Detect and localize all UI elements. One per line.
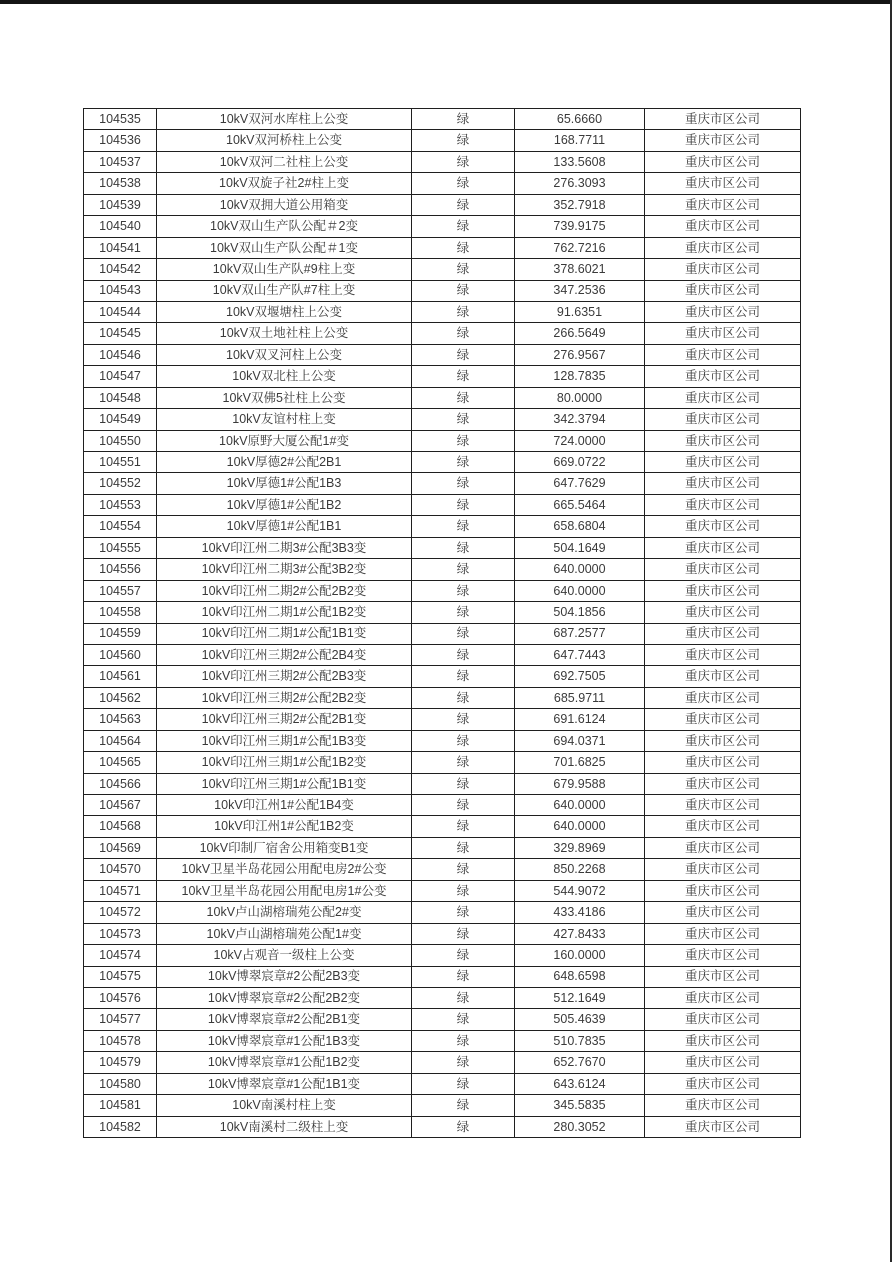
cell-status: 绿 bbox=[412, 902, 515, 923]
table-row bbox=[84, 387, 801, 408]
cell-company: 重庆市区公司 bbox=[645, 237, 801, 258]
cell-status: 绿 bbox=[412, 816, 515, 837]
cell-id: 104568 bbox=[84, 816, 157, 837]
cell-company: 重庆市区公司 bbox=[645, 709, 801, 730]
cell-company: 重庆市区公司 bbox=[645, 173, 801, 194]
cell-name: 10kV博翠宸章#2公配2B2变 bbox=[157, 987, 412, 1008]
top-edge-bar bbox=[0, 0, 892, 4]
cell-name: 10kV卢山湖榕瑞苑公配2#变 bbox=[157, 902, 412, 923]
cell-company: 重庆市区公司 bbox=[645, 494, 801, 515]
cell-id: 104580 bbox=[84, 1073, 157, 1094]
table-row bbox=[84, 1009, 801, 1030]
table-row bbox=[84, 1116, 801, 1137]
table-row bbox=[84, 923, 801, 944]
cell-value: 665.5464 bbox=[515, 494, 645, 515]
cell-name: 10kV双北柱上公变 bbox=[157, 366, 412, 387]
cell-name: 10kV双旋子社2#柱上变 bbox=[157, 173, 412, 194]
cell-name: 10kV博翠宸章#1公配1B1变 bbox=[157, 1073, 412, 1094]
cell-status: 绿 bbox=[412, 259, 515, 280]
cell-company: 重庆市区公司 bbox=[645, 387, 801, 408]
cell-name: 10kV南溪村二级柱上变 bbox=[157, 1116, 412, 1137]
cell-value: 762.7216 bbox=[515, 237, 645, 258]
cell-company: 重庆市区公司 bbox=[645, 1009, 801, 1030]
cell-name: 10kV卫星半岛花园公用配电房2#公变 bbox=[157, 859, 412, 880]
table-row bbox=[84, 623, 801, 644]
cell-value: 512.1649 bbox=[515, 987, 645, 1008]
cell-value: 647.7629 bbox=[515, 473, 645, 494]
table-row bbox=[84, 259, 801, 280]
cell-id: 104540 bbox=[84, 216, 157, 237]
cell-name: 10kV双山生产队公配＃1变 bbox=[157, 237, 412, 258]
cell-id: 104550 bbox=[84, 430, 157, 451]
cell-value: 168.7711 bbox=[515, 130, 645, 151]
cell-name: 10kV南溪村柱上变 bbox=[157, 1095, 412, 1116]
cell-id: 104553 bbox=[84, 494, 157, 515]
cell-status: 绿 bbox=[412, 151, 515, 172]
cell-company: 重庆市区公司 bbox=[645, 1116, 801, 1137]
cell-status: 绿 bbox=[412, 1095, 515, 1116]
cell-company: 重庆市区公司 bbox=[645, 430, 801, 451]
cell-status: 绿 bbox=[412, 1052, 515, 1073]
table-row bbox=[84, 1095, 801, 1116]
cell-name: 10kV双堰塘柱上公变 bbox=[157, 301, 412, 322]
cell-status: 绿 bbox=[412, 559, 515, 580]
cell-id: 104572 bbox=[84, 902, 157, 923]
cell-name: 10kV印江州二期1#公配1B1变 bbox=[157, 623, 412, 644]
transformer-table-container bbox=[83, 108, 800, 1138]
cell-status: 绿 bbox=[412, 644, 515, 665]
cell-value: 701.6825 bbox=[515, 752, 645, 773]
table-row bbox=[84, 687, 801, 708]
cell-status: 绿 bbox=[412, 859, 515, 880]
cell-value: 691.6124 bbox=[515, 709, 645, 730]
cell-id: 104543 bbox=[84, 280, 157, 301]
cell-company: 重庆市区公司 bbox=[645, 752, 801, 773]
cell-name: 10kV博翠宸章#2公配2B3变 bbox=[157, 966, 412, 987]
table-row bbox=[84, 880, 801, 901]
table-row bbox=[84, 580, 801, 601]
cell-value: 647.7443 bbox=[515, 644, 645, 665]
cell-status: 绿 bbox=[412, 1009, 515, 1030]
cell-name: 10kV双山生产队公配＃2变 bbox=[157, 216, 412, 237]
cell-status: 绿 bbox=[412, 580, 515, 601]
table-row bbox=[84, 966, 801, 987]
cell-status: 绿 bbox=[412, 730, 515, 751]
cell-name: 10kV印江州三期1#公配1B1变 bbox=[157, 773, 412, 794]
cell-value: 160.0000 bbox=[515, 945, 645, 966]
cell-id: 104566 bbox=[84, 773, 157, 794]
cell-name: 10kV印江州二期3#公配3B3变 bbox=[157, 537, 412, 558]
cell-value: 329.8969 bbox=[515, 837, 645, 858]
cell-id: 104542 bbox=[84, 259, 157, 280]
cell-id: 104538 bbox=[84, 173, 157, 194]
cell-status: 绿 bbox=[412, 516, 515, 537]
cell-id: 104546 bbox=[84, 344, 157, 365]
cell-id: 104570 bbox=[84, 859, 157, 880]
cell-value: 345.5835 bbox=[515, 1095, 645, 1116]
cell-id: 104581 bbox=[84, 1095, 157, 1116]
cell-name: 10kV印江州二期3#公配3B2变 bbox=[157, 559, 412, 580]
cell-value: 433.4186 bbox=[515, 902, 645, 923]
table-row bbox=[84, 902, 801, 923]
cell-status: 绿 bbox=[412, 237, 515, 258]
cell-name: 10kV印制厂宿舍公用箱变B1变 bbox=[157, 837, 412, 858]
cell-company: 重庆市区公司 bbox=[645, 323, 801, 344]
cell-status: 绿 bbox=[412, 623, 515, 644]
cell-name: 10kV双河桥柱上公变 bbox=[157, 130, 412, 151]
cell-name: 10kV印江州三期1#公配1B3变 bbox=[157, 730, 412, 751]
cell-id: 104541 bbox=[84, 237, 157, 258]
cell-value: 640.0000 bbox=[515, 816, 645, 837]
cell-value: 342.3794 bbox=[515, 409, 645, 430]
cell-value: 724.0000 bbox=[515, 430, 645, 451]
cell-company: 重庆市区公司 bbox=[645, 687, 801, 708]
cell-company: 重庆市区公司 bbox=[645, 109, 801, 130]
cell-value: 80.0000 bbox=[515, 387, 645, 408]
cell-name: 10kV卫星半岛花园公用配电房1#公变 bbox=[157, 880, 412, 901]
table-row bbox=[84, 602, 801, 623]
cell-id: 104551 bbox=[84, 452, 157, 473]
cell-name: 10kV双叉河柱上公变 bbox=[157, 344, 412, 365]
cell-status: 绿 bbox=[412, 323, 515, 344]
cell-name: 10kV印江州三期2#公配2B2变 bbox=[157, 687, 412, 708]
cell-value: 687.2577 bbox=[515, 623, 645, 644]
cell-name: 10kV双土地社柱上公变 bbox=[157, 323, 412, 344]
cell-value: 427.8433 bbox=[515, 923, 645, 944]
cell-company: 重庆市区公司 bbox=[645, 516, 801, 537]
cell-company: 重庆市区公司 bbox=[645, 1095, 801, 1116]
cell-id: 104579 bbox=[84, 1052, 157, 1073]
cell-company: 重庆市区公司 bbox=[645, 194, 801, 215]
cell-company: 重庆市区公司 bbox=[645, 130, 801, 151]
cell-name: 10kV博翠宸章#1公配1B3变 bbox=[157, 1030, 412, 1051]
cell-value: 347.2536 bbox=[515, 280, 645, 301]
transformer-data-table bbox=[83, 108, 801, 1138]
cell-id: 104574 bbox=[84, 945, 157, 966]
cell-id: 104577 bbox=[84, 1009, 157, 1030]
table-row bbox=[84, 559, 801, 580]
cell-status: 绿 bbox=[412, 109, 515, 130]
cell-id: 104555 bbox=[84, 537, 157, 558]
cell-value: 648.6598 bbox=[515, 966, 645, 987]
cell-status: 绿 bbox=[412, 344, 515, 365]
cell-name: 10kV双山生产队#7柱上变 bbox=[157, 280, 412, 301]
cell-id: 104560 bbox=[84, 644, 157, 665]
cell-name: 10kV卢山湖榕瑞苑公配1#变 bbox=[157, 923, 412, 944]
table-row bbox=[84, 323, 801, 344]
table-row bbox=[84, 237, 801, 258]
cell-status: 绿 bbox=[412, 452, 515, 473]
cell-company: 重庆市区公司 bbox=[645, 366, 801, 387]
cell-company: 重庆市区公司 bbox=[645, 795, 801, 816]
cell-status: 绿 bbox=[412, 1116, 515, 1137]
cell-status: 绿 bbox=[412, 366, 515, 387]
cell-id: 104556 bbox=[84, 559, 157, 580]
cell-id: 104545 bbox=[84, 323, 157, 344]
cell-status: 绿 bbox=[412, 387, 515, 408]
cell-value: 640.0000 bbox=[515, 580, 645, 601]
cell-status: 绿 bbox=[412, 602, 515, 623]
cell-company: 重庆市区公司 bbox=[645, 880, 801, 901]
cell-id: 104561 bbox=[84, 666, 157, 687]
table-row bbox=[84, 280, 801, 301]
cell-status: 绿 bbox=[412, 880, 515, 901]
cell-name: 10kV印江州1#公配1B4变 bbox=[157, 795, 412, 816]
cell-id: 104576 bbox=[84, 987, 157, 1008]
cell-company: 重庆市区公司 bbox=[645, 473, 801, 494]
cell-name: 10kV双佛5社柱上公变 bbox=[157, 387, 412, 408]
cell-value: 504.1649 bbox=[515, 537, 645, 558]
cell-id: 104552 bbox=[84, 473, 157, 494]
cell-name: 10kV双河二社柱上公变 bbox=[157, 151, 412, 172]
table-row bbox=[84, 452, 801, 473]
table-row bbox=[84, 1052, 801, 1073]
table-row bbox=[84, 537, 801, 558]
table-row bbox=[84, 752, 801, 773]
cell-name: 10kV印江州三期2#公配2B3变 bbox=[157, 666, 412, 687]
cell-company: 重庆市区公司 bbox=[645, 859, 801, 880]
cell-status: 绿 bbox=[412, 987, 515, 1008]
cell-company: 重庆市区公司 bbox=[645, 816, 801, 837]
cell-id: 104569 bbox=[84, 837, 157, 858]
cell-id: 104547 bbox=[84, 366, 157, 387]
cell-value: 694.0371 bbox=[515, 730, 645, 751]
cell-company: 重庆市区公司 bbox=[645, 1030, 801, 1051]
cell-status: 绿 bbox=[412, 752, 515, 773]
cell-value: 352.7918 bbox=[515, 194, 645, 215]
cell-value: 692.7505 bbox=[515, 666, 645, 687]
cell-company: 重庆市区公司 bbox=[645, 216, 801, 237]
table-row bbox=[84, 430, 801, 451]
cell-id: 104559 bbox=[84, 623, 157, 644]
cell-status: 绿 bbox=[412, 280, 515, 301]
cell-name: 10kV双河水库柱上公变 bbox=[157, 109, 412, 130]
cell-value: 280.3052 bbox=[515, 1116, 645, 1137]
table-row bbox=[84, 494, 801, 515]
table-body bbox=[84, 109, 801, 1138]
table-row bbox=[84, 795, 801, 816]
cell-value: 133.5608 bbox=[515, 151, 645, 172]
cell-id: 104573 bbox=[84, 923, 157, 944]
table-row bbox=[84, 473, 801, 494]
cell-company: 重庆市区公司 bbox=[645, 580, 801, 601]
cell-value: 658.6804 bbox=[515, 516, 645, 537]
table-row bbox=[84, 301, 801, 322]
table-row bbox=[84, 516, 801, 537]
cell-name: 10kV印江州三期1#公配1B2变 bbox=[157, 752, 412, 773]
cell-value: 510.7835 bbox=[515, 1030, 645, 1051]
cell-id: 104567 bbox=[84, 795, 157, 816]
cell-value: 505.4639 bbox=[515, 1009, 645, 1030]
cell-name: 10kV印江州1#公配1B2变 bbox=[157, 816, 412, 837]
cell-company: 重庆市区公司 bbox=[645, 923, 801, 944]
cell-name: 10kV厚德1#公配1B1 bbox=[157, 516, 412, 537]
table-row bbox=[84, 709, 801, 730]
cell-value: 643.6124 bbox=[515, 1073, 645, 1094]
cell-status: 绿 bbox=[412, 666, 515, 687]
cell-value: 266.5649 bbox=[515, 323, 645, 344]
cell-value: 128.7835 bbox=[515, 366, 645, 387]
cell-company: 重庆市区公司 bbox=[645, 151, 801, 172]
cell-status: 绿 bbox=[412, 709, 515, 730]
table-row bbox=[84, 173, 801, 194]
cell-name: 10kV友谊村柱上变 bbox=[157, 409, 412, 430]
cell-company: 重庆市区公司 bbox=[645, 945, 801, 966]
cell-company: 重庆市区公司 bbox=[645, 666, 801, 687]
cell-name: 10kV印江州三期2#公配2B1变 bbox=[157, 709, 412, 730]
cell-company: 重庆市区公司 bbox=[645, 902, 801, 923]
cell-company: 重庆市区公司 bbox=[645, 344, 801, 365]
cell-value: 850.2268 bbox=[515, 859, 645, 880]
table-row bbox=[84, 109, 801, 130]
cell-id: 104558 bbox=[84, 602, 157, 623]
cell-company: 重庆市区公司 bbox=[645, 602, 801, 623]
cell-value: 91.6351 bbox=[515, 301, 645, 322]
cell-status: 绿 bbox=[412, 923, 515, 944]
table-row bbox=[84, 773, 801, 794]
cell-company: 重庆市区公司 bbox=[645, 644, 801, 665]
cell-company: 重庆市区公司 bbox=[645, 966, 801, 987]
cell-id: 104539 bbox=[84, 194, 157, 215]
cell-value: 640.0000 bbox=[515, 795, 645, 816]
cell-name: 10kV厚德2#公配2B1 bbox=[157, 452, 412, 473]
cell-name: 10kV厚德1#公配1B3 bbox=[157, 473, 412, 494]
cell-status: 绿 bbox=[412, 773, 515, 794]
table-row bbox=[84, 216, 801, 237]
cell-id: 104544 bbox=[84, 301, 157, 322]
cell-status: 绿 bbox=[412, 473, 515, 494]
cell-company: 重庆市区公司 bbox=[645, 987, 801, 1008]
cell-id: 104575 bbox=[84, 966, 157, 987]
table-row bbox=[84, 816, 801, 837]
cell-value: 544.9072 bbox=[515, 880, 645, 901]
cell-value: 378.6021 bbox=[515, 259, 645, 280]
cell-status: 绿 bbox=[412, 1073, 515, 1094]
cell-id: 104564 bbox=[84, 730, 157, 751]
cell-status: 绿 bbox=[412, 1030, 515, 1051]
table-row bbox=[84, 194, 801, 215]
cell-company: 重庆市区公司 bbox=[645, 537, 801, 558]
cell-id: 104548 bbox=[84, 387, 157, 408]
cell-status: 绿 bbox=[412, 301, 515, 322]
cell-company: 重庆市区公司 bbox=[645, 1052, 801, 1073]
cell-id: 104562 bbox=[84, 687, 157, 708]
cell-value: 679.9588 bbox=[515, 773, 645, 794]
cell-name: 10kV原野大厦公配1#变 bbox=[157, 430, 412, 451]
cell-company: 重庆市区公司 bbox=[645, 452, 801, 473]
cell-status: 绿 bbox=[412, 194, 515, 215]
cell-status: 绿 bbox=[412, 130, 515, 151]
cell-status: 绿 bbox=[412, 966, 515, 987]
cell-company: 重庆市区公司 bbox=[645, 730, 801, 751]
table-row bbox=[84, 666, 801, 687]
table-row bbox=[84, 1030, 801, 1051]
cell-name: 10kV印江州三期2#公配2B4变 bbox=[157, 644, 412, 665]
cell-status: 绿 bbox=[412, 409, 515, 430]
cell-id: 104565 bbox=[84, 752, 157, 773]
table-row bbox=[84, 344, 801, 365]
cell-company: 重庆市区公司 bbox=[645, 623, 801, 644]
cell-value: 652.7670 bbox=[515, 1052, 645, 1073]
cell-id: 104535 bbox=[84, 109, 157, 130]
cell-status: 绿 bbox=[412, 173, 515, 194]
cell-status: 绿 bbox=[412, 430, 515, 451]
table-row bbox=[84, 730, 801, 751]
cell-name: 10kV双拥大道公用箱变 bbox=[157, 194, 412, 215]
cell-name: 10kV博翠宸章#1公配1B2变 bbox=[157, 1052, 412, 1073]
cell-company: 重庆市区公司 bbox=[645, 259, 801, 280]
table-row bbox=[84, 130, 801, 151]
cell-value: 640.0000 bbox=[515, 559, 645, 580]
cell-company: 重庆市区公司 bbox=[645, 559, 801, 580]
cell-company: 重庆市区公司 bbox=[645, 280, 801, 301]
cell-status: 绿 bbox=[412, 537, 515, 558]
cell-company: 重庆市区公司 bbox=[645, 409, 801, 430]
cell-value: 65.6660 bbox=[515, 109, 645, 130]
cell-status: 绿 bbox=[412, 687, 515, 708]
cell-id: 104571 bbox=[84, 880, 157, 901]
cell-company: 重庆市区公司 bbox=[645, 301, 801, 322]
table-row bbox=[84, 859, 801, 880]
cell-id: 104557 bbox=[84, 580, 157, 601]
cell-name: 10kV印江州二期2#公配2B2变 bbox=[157, 580, 412, 601]
cell-company: 重庆市区公司 bbox=[645, 837, 801, 858]
cell-name: 10kV印江州二期1#公配1B2变 bbox=[157, 602, 412, 623]
cell-id: 104554 bbox=[84, 516, 157, 537]
table-row bbox=[84, 945, 801, 966]
cell-id: 104563 bbox=[84, 709, 157, 730]
cell-status: 绿 bbox=[412, 945, 515, 966]
cell-status: 绿 bbox=[412, 795, 515, 816]
cell-name: 10kV双山生产队#9柱上变 bbox=[157, 259, 412, 280]
table-row bbox=[84, 151, 801, 172]
cell-value: 739.9175 bbox=[515, 216, 645, 237]
cell-value: 276.3093 bbox=[515, 173, 645, 194]
cell-status: 绿 bbox=[412, 837, 515, 858]
table-row bbox=[84, 644, 801, 665]
cell-company: 重庆市区公司 bbox=[645, 1073, 801, 1094]
table-row bbox=[84, 366, 801, 387]
cell-name: 10kV占观音一级柱上公变 bbox=[157, 945, 412, 966]
cell-value: 669.0722 bbox=[515, 452, 645, 473]
cell-id: 104536 bbox=[84, 130, 157, 151]
cell-status: 绿 bbox=[412, 216, 515, 237]
cell-value: 504.1856 bbox=[515, 602, 645, 623]
cell-id: 104578 bbox=[84, 1030, 157, 1051]
cell-id: 104582 bbox=[84, 1116, 157, 1137]
cell-name: 10kV厚德1#公配1B2 bbox=[157, 494, 412, 515]
table-row bbox=[84, 987, 801, 1008]
cell-name: 10kV博翠宸章#2公配2B1变 bbox=[157, 1009, 412, 1030]
table-row bbox=[84, 837, 801, 858]
cell-value: 276.9567 bbox=[515, 344, 645, 365]
table-row bbox=[84, 409, 801, 430]
table-row bbox=[84, 1073, 801, 1094]
cell-company: 重庆市区公司 bbox=[645, 773, 801, 794]
cell-id: 104549 bbox=[84, 409, 157, 430]
cell-status: 绿 bbox=[412, 494, 515, 515]
cell-value: 685.9711 bbox=[515, 687, 645, 708]
cell-id: 104537 bbox=[84, 151, 157, 172]
